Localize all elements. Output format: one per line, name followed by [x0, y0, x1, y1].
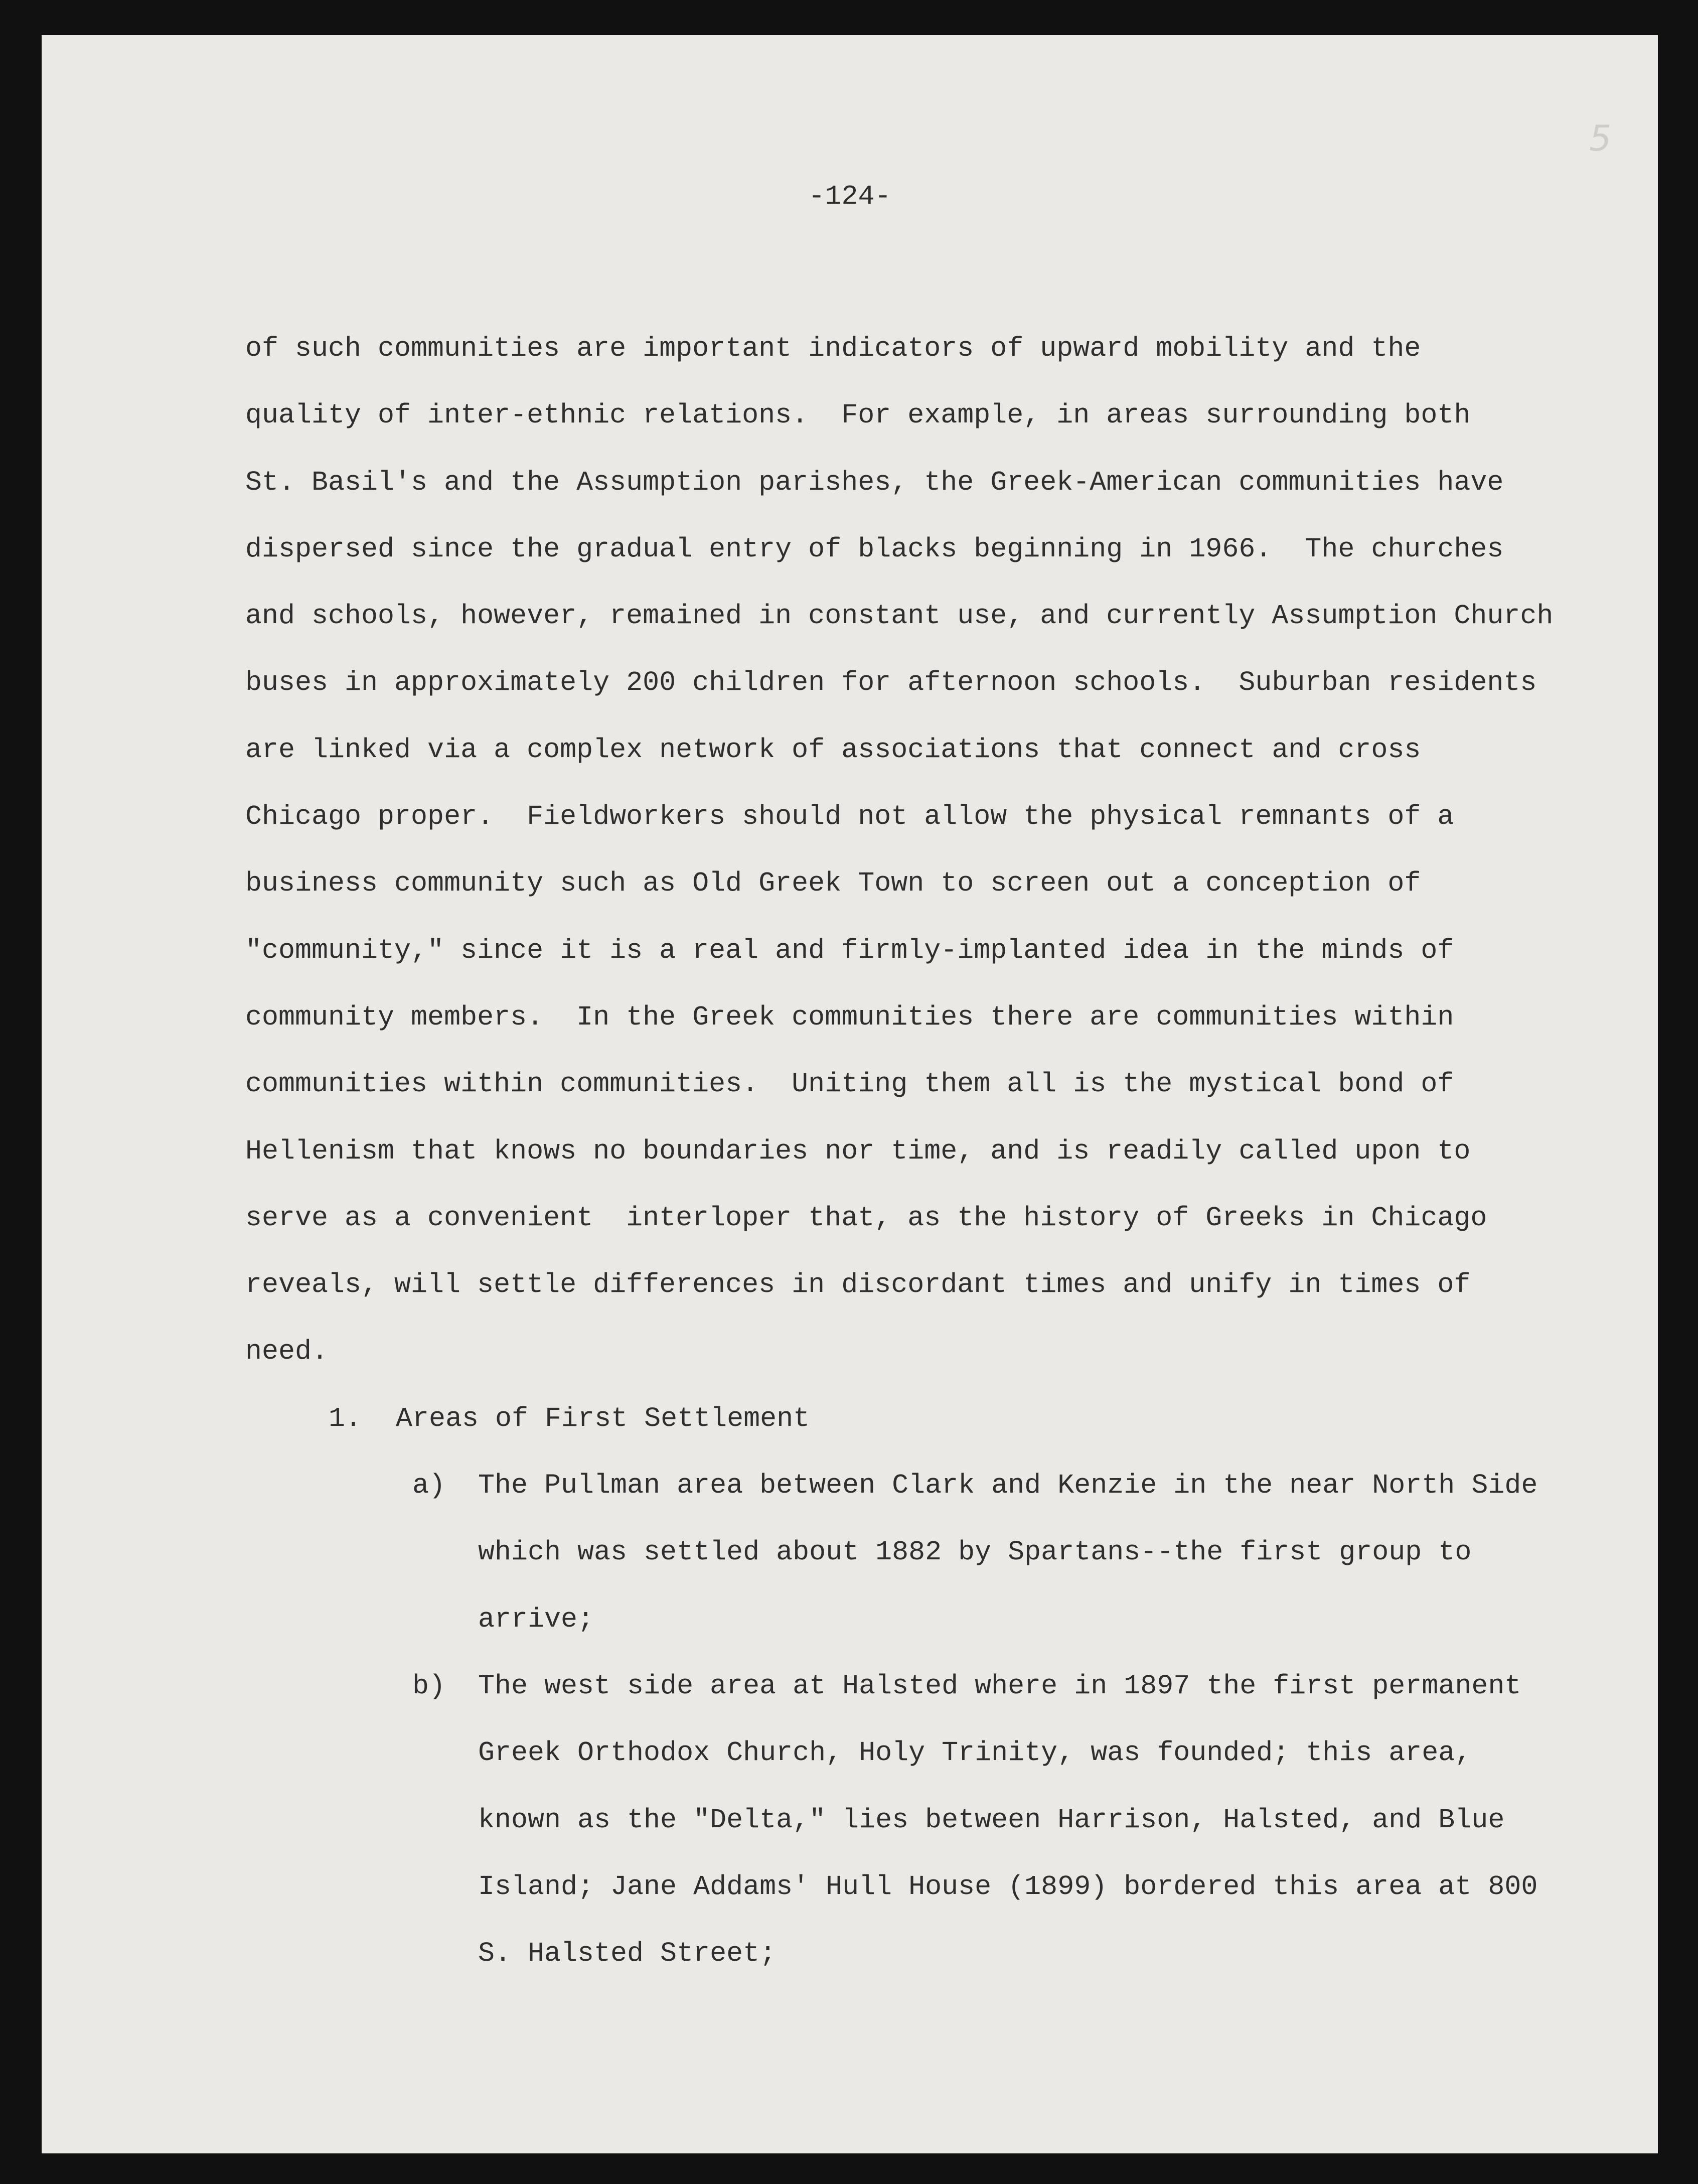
paragraph-line: St. Basil's and the Assumption parishes, the Greek-American communities have — [245, 466, 1504, 498]
list-item-text: The Pullman area between Clark and Kenzie in the near North Side — [478, 1470, 1538, 1502]
section-title: Areas of First Settlement — [396, 1402, 810, 1434]
paragraph-line: serve as a convenient interloper that, as the history of Greeks in Chicago — [245, 1202, 1487, 1234]
paragraph-line: dispersed since the gradual entry of blacks beginning in 1966. The churches — [245, 533, 1504, 565]
paragraph-line: Chicago proper. Fieldworkers should not allow the physical remnants of a — [245, 801, 1454, 833]
list-item-line: Island; Jane Addams' Hull House (1899) bordered this area at 800 — [478, 1870, 1538, 1903]
list-item-line: arrive; — [478, 1603, 594, 1635]
list-item-first-line — [245, 1452, 1553, 1519]
section-items — [245, 1452, 1553, 1987]
paragraph — [245, 315, 1553, 1385]
paragraph-line: business community such as Old Greek Town to screen out a conception of — [245, 867, 1421, 900]
list-item-label: b) — [412, 1670, 446, 1702]
list-item-first-line — [245, 1653, 1553, 1719]
list-item-line: known as the "Delta," lies between Harrison, Halsted, and Blue — [478, 1804, 1505, 1836]
list-item-line: which was settled about 1882 by Spartans--the first group to — [478, 1536, 1472, 1568]
list-item-line: S. Halsted Street; — [478, 1938, 777, 1970]
document-body — [245, 315, 1553, 1987]
list-item-text: The west side area at Halsted where in 1897 the first permanent — [478, 1670, 1521, 1702]
paragraph-line: of such communities are important indicators of upward mobility and the — [245, 333, 1421, 364]
paragraph-line: buses in approximately 200 children for afternoon schools. Suburban residents — [245, 667, 1537, 699]
paragraph-line: need. — [245, 1336, 329, 1368]
paragraph-line: and schools, however, remained in constant use, and currently Assumption Church — [245, 600, 1554, 632]
list-item-label: a) — [412, 1470, 446, 1502]
paragraph-line: Hellenism that knows no boundaries nor time, and is readily called upon to — [245, 1135, 1471, 1167]
paragraph-line: are linked via a complex network of associations that connect and cross — [245, 734, 1421, 766]
list-item — [245, 1452, 1553, 1653]
paragraph-line: community members. In the Greek communities there are communities within — [245, 1001, 1454, 1033]
paragraph-line: reveals, will settle differences in discordant times and unify in times of — [245, 1269, 1471, 1301]
paragraph-line: quality of inter-ethnic relations. For example, in areas surrounding both — [245, 399, 1471, 431]
paragraph-line: communities within communities. Uniting them all is the mystical bond of — [245, 1068, 1454, 1100]
section-number: 1. — [329, 1402, 362, 1434]
document-page — [42, 35, 1658, 2153]
list-item-line: Greek Orthodox Church, Holy Trinity, was founded; this area, — [478, 1737, 1472, 1769]
handwritten-margin-mark: 5 — [1589, 118, 1612, 159]
paragraph-line: "community," since it is a real and firmly-implanted idea in the minds of — [245, 934, 1454, 966]
page-number: -124- — [808, 181, 891, 212]
list-item — [245, 1653, 1553, 1987]
section-heading — [245, 1385, 1553, 1452]
